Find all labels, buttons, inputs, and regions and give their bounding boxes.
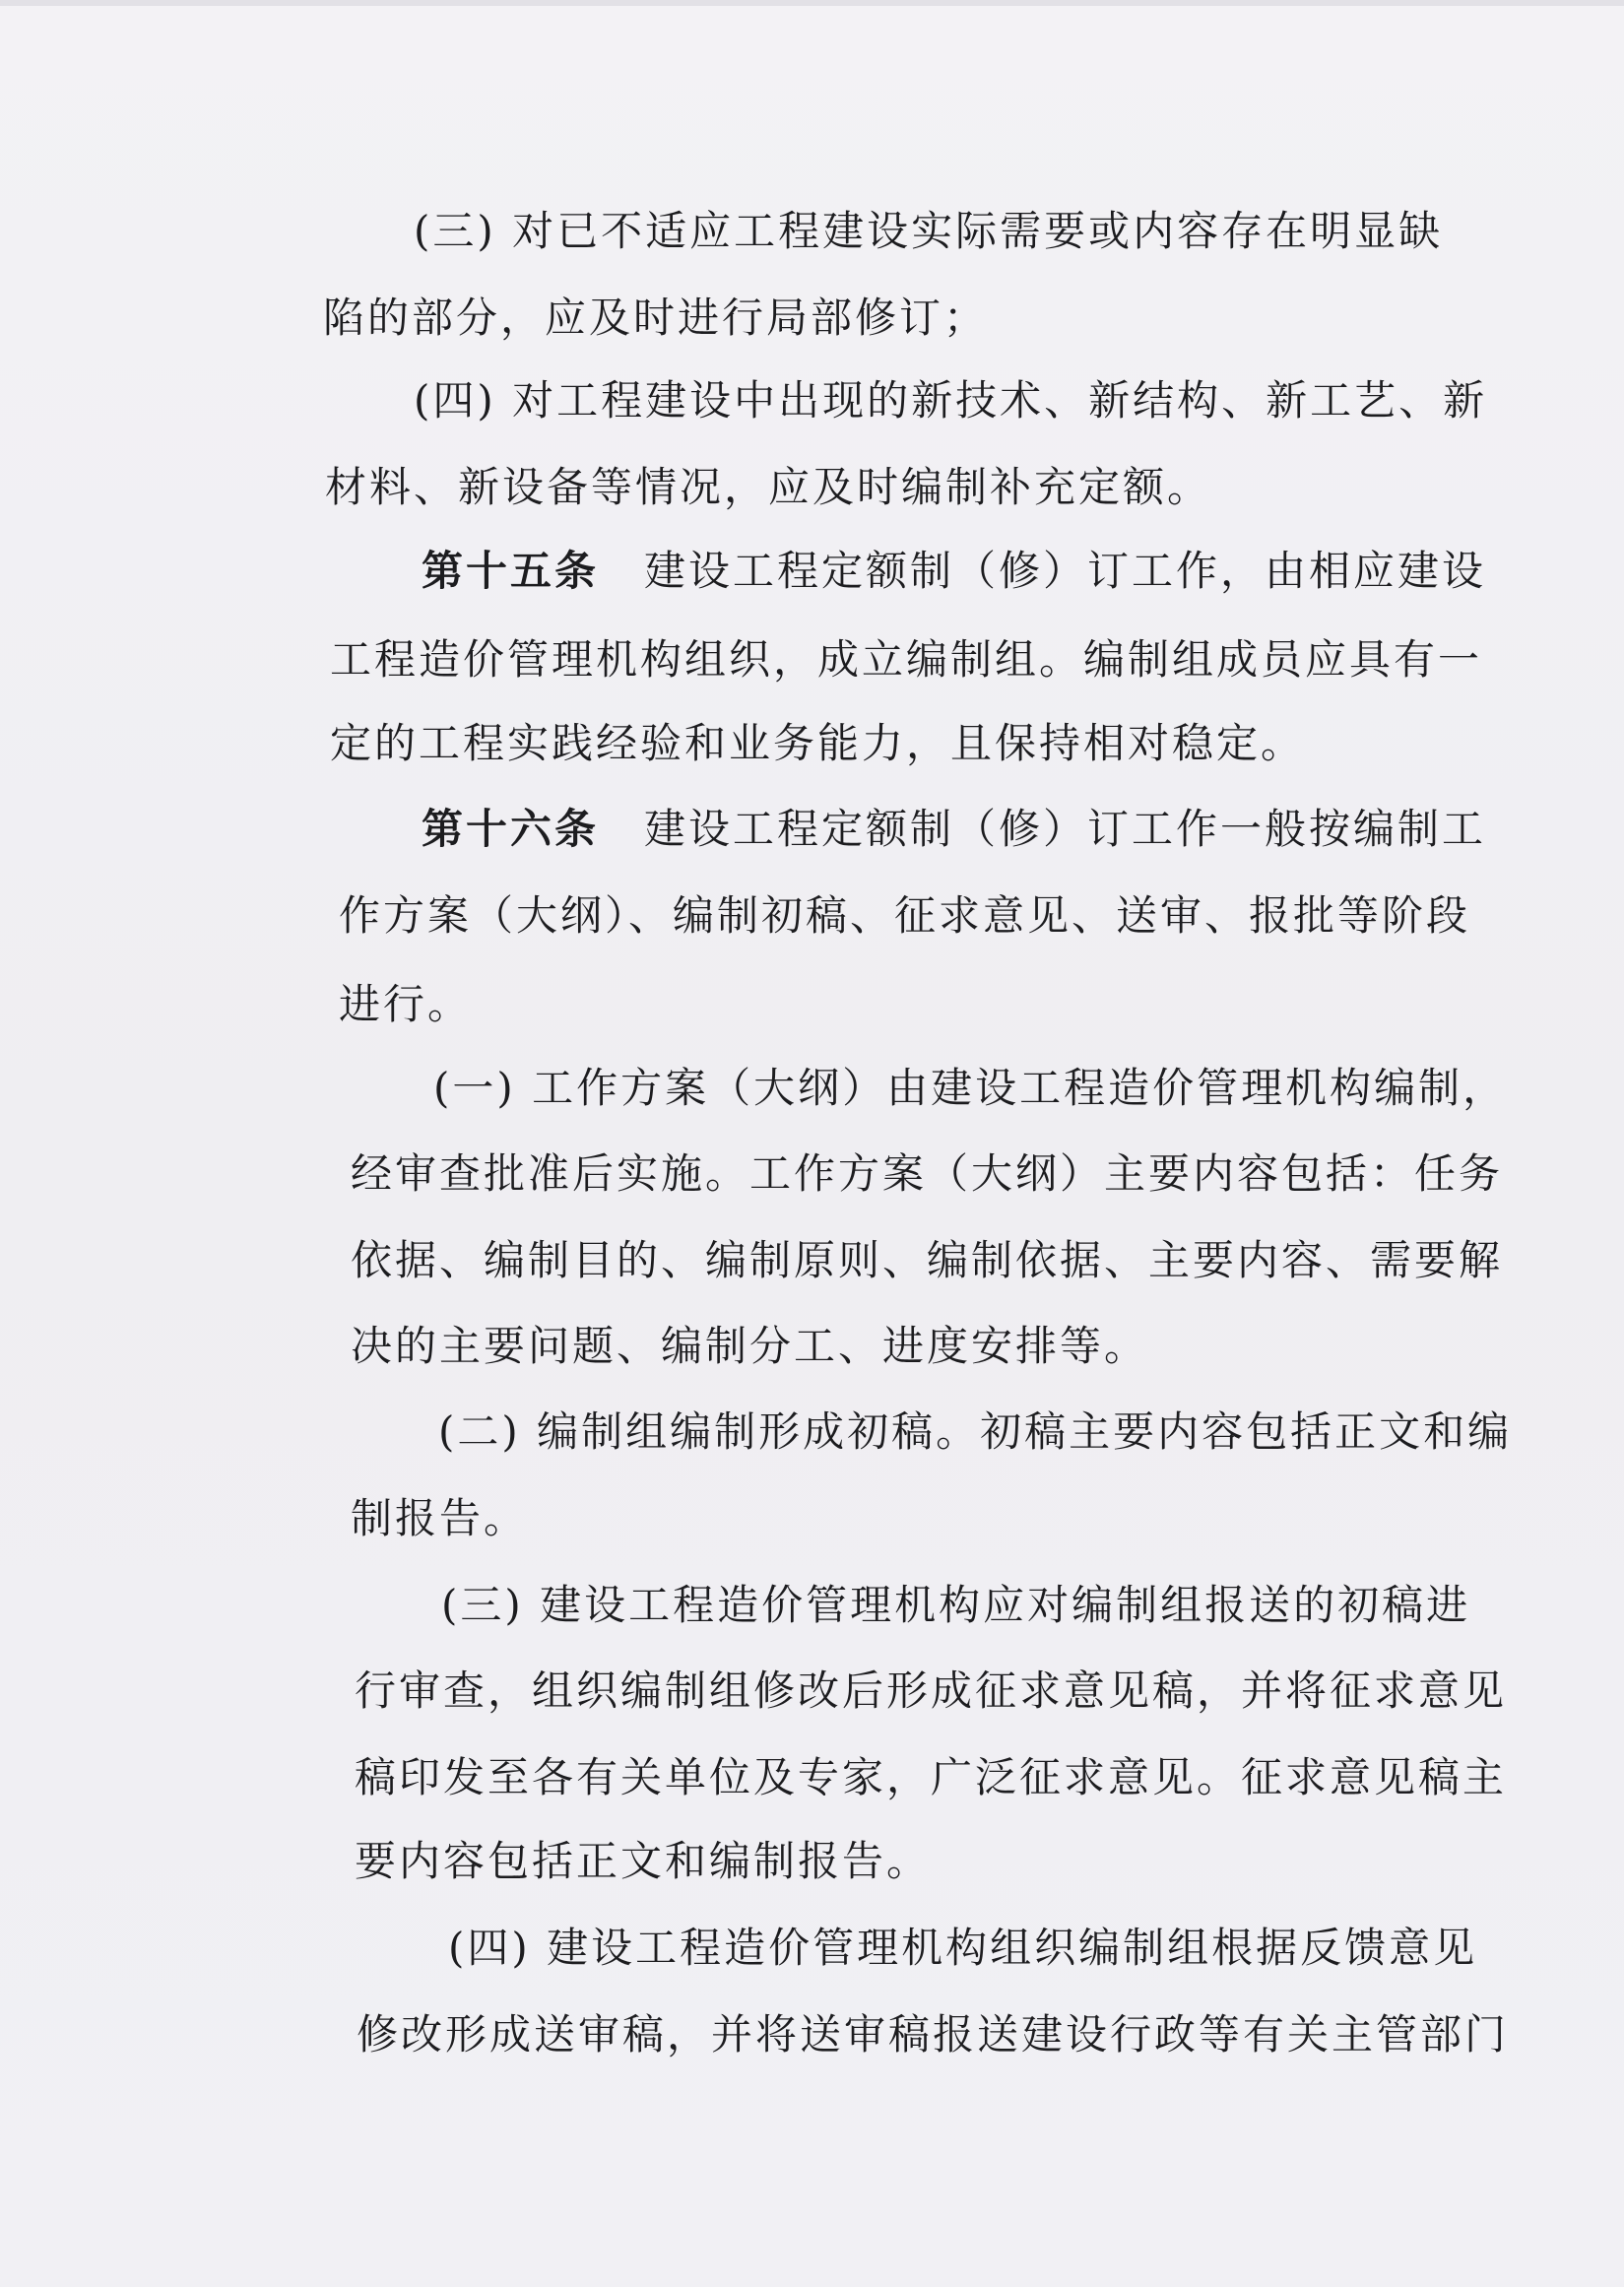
text-line: (二) 编制组编制形成初稿。初稿主要内容包括正文和编 (438, 1407, 1513, 1456)
text-line: 修改形成送审稿，并将送审稿报送建设行政等有关主管部门 (357, 2010, 1510, 2058)
text-line: (四) 建设工程造价管理机构组织编制组根据反馈意见 (448, 1924, 1478, 1972)
page-top-fold (0, 0, 1624, 6)
text-line: (三) 对已不适应工程建设实际需要或内容存在明显缺 (414, 207, 1444, 255)
text-line: 工程造价管理机构组织，成立编制组。编制组成员应具有一 (330, 635, 1483, 684)
text-line: 制报告。 (351, 1494, 529, 1542)
article-16-heading: 第十六条 (422, 805, 600, 853)
text-line: 经审查批准后实施。工作方案（大纲）主要内容包括：任务 (351, 1149, 1504, 1198)
text-line: 进行。 (339, 980, 473, 1028)
text-line: 行审查，组织编制组修改后形成征求意见稿，并将征求意见 (355, 1666, 1508, 1715)
article-15-heading: 第十五条 (422, 547, 600, 595)
text-line: 依据、编制目的、编制原则、编制依据、主要内容、需要解 (351, 1236, 1504, 1284)
text-line: (四) 对工程建设中出现的新技术、新结构、新工艺、新 (414, 376, 1488, 425)
text-line: 稿印发至各有关单位及专家，广泛征求意见。征求意见稿主 (355, 1753, 1508, 1801)
text-line: (三) 建设工程造价管理机构应对编制组报送的初稿进 (441, 1581, 1471, 1629)
text-line: 作方案（大纲）、编制初稿、征求意见、送审、报批等阶段 (339, 891, 1471, 940)
article-15-line (422, 542, 1486, 601)
article-15-text: 建设工程定额制（修）订工作，由相应建设 (644, 547, 1487, 595)
text-line: (一) 工作方案（大纲）由建设工程造价管理机构编制， (433, 1064, 1508, 1112)
article-16-line (422, 800, 1486, 859)
text-line: 陷的部分，应及时进行局部修订； (323, 294, 989, 342)
article-16-text: 建设工程定额制（修）订工作一般按编制工 (644, 805, 1487, 853)
text-line: 材料、新设备等情况，应及时编制补充定额。 (325, 463, 1212, 511)
text-line: 定的工程实践经验和业务能力，且保持相对稳定。 (330, 719, 1306, 767)
text-line: 要内容包括正文和编制报告。 (355, 1837, 932, 1885)
text-line: 决的主要问题、编制分工、进度安排等。 (351, 1322, 1149, 1370)
